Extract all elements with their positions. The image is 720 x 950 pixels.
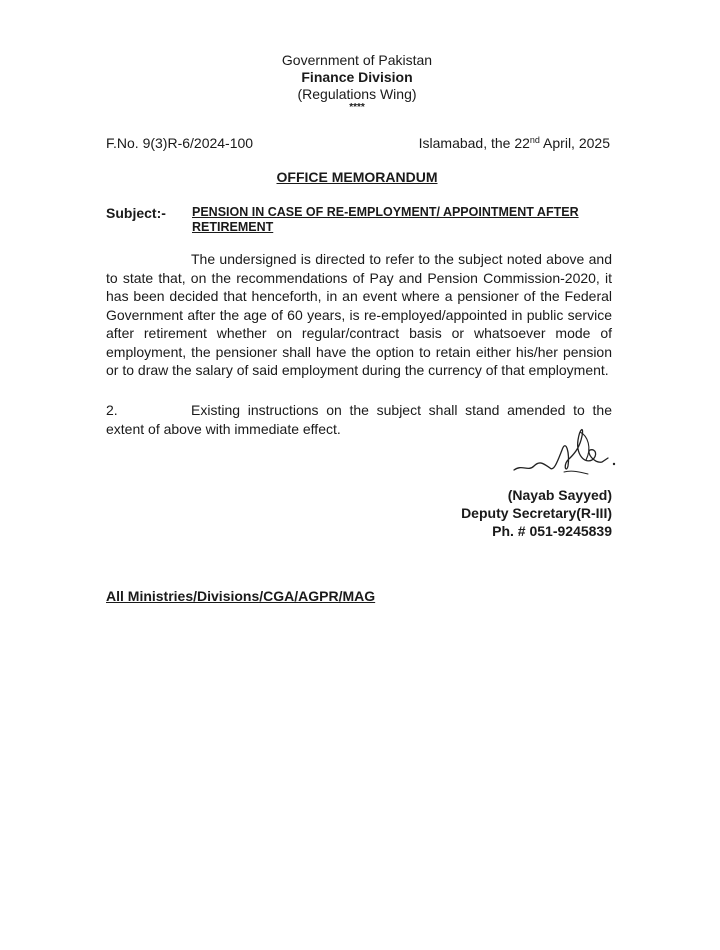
signatory-phone: Ph. # 051-9245839: [492, 523, 612, 539]
date-ordinal: nd: [529, 135, 540, 145]
letterhead: [0, 52, 714, 113]
signatory-name: (Nayab Sayyed): [507, 487, 612, 503]
subject-text: PENSION IN CASE OF RE-EMPLOYMENT/ APPOINTMENT AFTER RETIREMENT: [192, 205, 579, 234]
division-name: Finance Division: [301, 69, 413, 85]
date-line: [419, 135, 610, 151]
government-name: Government of Pakistan: [281, 52, 433, 68]
signature-block: [461, 486, 612, 540]
paragraph-2-number: 2.: [106, 402, 118, 418]
recipients: All Ministries/Divisions/CGA/AGPR/MAG: [106, 588, 376, 604]
file-number: F.No. 9(3)R-6/2024-100: [106, 135, 254, 151]
date-prefix: Islamabad, the 22: [418, 135, 530, 151]
header-separator: ****: [349, 102, 365, 113]
paragraph-1: The undersigned is directed to refer to the subject noted above and to state that, on the recommendations of Pay and Pension Commission-2020, it has been decided that henceforth, in an event where a pensioner of the Federal Government after the age of 60 years, is re-employed/appointed in public service after retirement whether on regular/contract basis or whatsoever mode of employment, the pensioner shall have the option to retain either his/her pension or to draw the salary of said employment during the currency of that employment.: [106, 251, 612, 378]
wing-name: (Regulations Wing): [297, 86, 417, 102]
memo-title: OFFICE MEMORANDUM: [276, 169, 438, 185]
subject-label: Subject:-: [106, 205, 166, 221]
paragraph-2-text: Existing instructions on the subject shall stand amended to the extent of above with immediate effect.: [106, 402, 612, 437]
date-rest: April, 2025: [539, 135, 610, 151]
signatory-designation: Deputy Secretary(R-III): [461, 505, 612, 521]
